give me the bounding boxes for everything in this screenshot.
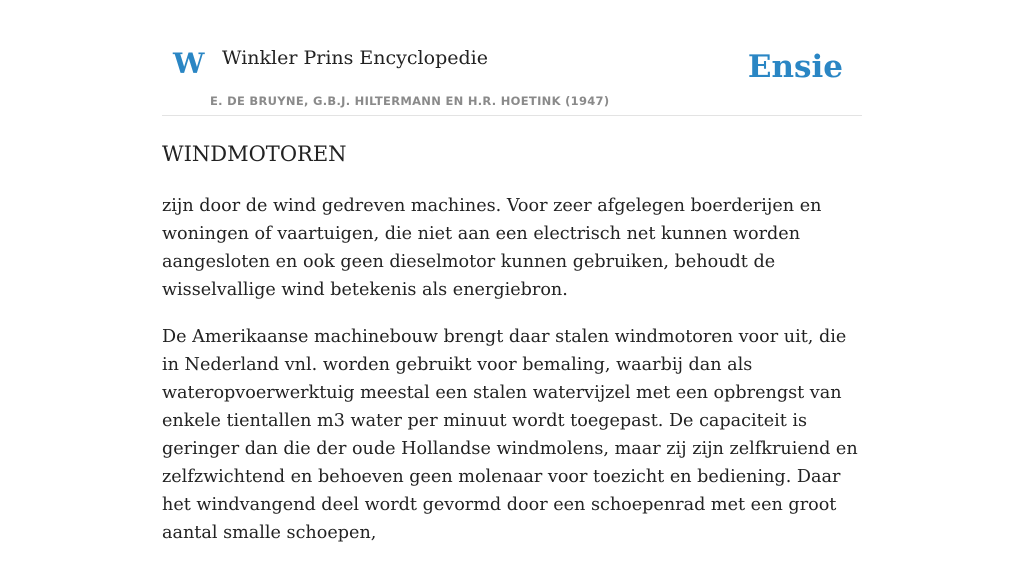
source-title-link[interactable]: Winkler Prins Encyclopedie: [222, 47, 488, 69]
ensie-logo-link[interactable]: Ensie: [747, 49, 843, 85]
page: [162, 0, 862, 543]
article-paragraph: De Amerikaanse machinebouw brengt daar stalen windmotoren voor uit, die in Nederland vnl. worden gebruikt voor bemaling, waarbij dan als wateropvoerwerktuig meestal een stalen watervijzel met een opbrengst van enkele tientallen m3 water per minuut wordt toegepast. De capaciteit is geringer dan die der oude Hollandse windmolens, maar zij zijn zelfkruiend en zelfzwichtend en behoeven geen molenaar voor toezicht en bediening. Daar het windvangend deel wordt gevormd door een schoepenrad met een groot aantal smalle schoepen,: [162, 327, 858, 543]
article-paragraph: zijn door de wind gedreven machines. Voor zeer afgelegen boerderijen en woningen of vaartuigen, die niet aan een electrisch net kunnen worden aangesloten en ook geen dieselmotor kunnen gebruiken, behoudt de wisselvallige wind betekenis als energiebron.: [162, 196, 822, 300]
source-header: [162, 0, 862, 116]
source-logo[interactable]: W: [173, 47, 205, 80]
article-title: WINDMOTOREN: [162, 142, 347, 166]
article-body: [162, 192, 862, 566]
source-authors: E. DE BRUYNE, G.B.J. HILTERMANN EN H.R. HOETINK (1947): [210, 94, 610, 108]
